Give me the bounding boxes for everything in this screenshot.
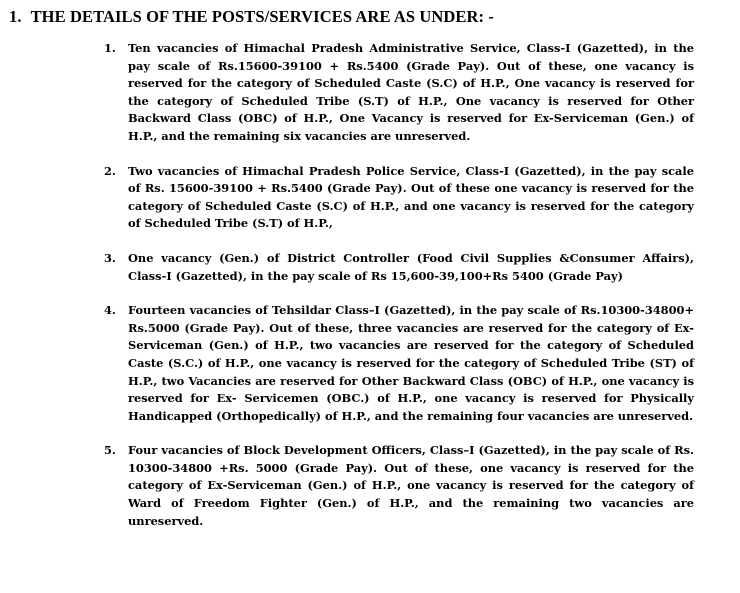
list-item-text: Ten vacancies of Himachal Pradesh Administrative Service, Class-I (Gazetted), in the pay scale of Rs.15600-39100 + Rs.5400 (Grade Pay). Out of these, one vacancy is reserved for the category of Scheduled Caste (S.C) of H.P., One vacancy is reserved for the category of Scheduled Tribe (S.T) of H.P., One vacancy is reserved for Other Backward Class (OBC) of H.P., One Vacancy is reserved for Ex-Serviceman (Gen.) of H.P., and the remaining six vacancies are unreserved.	[128, 41, 694, 143]
list-item-number: 2.	[104, 163, 116, 178]
list-item	[104, 442, 694, 530]
list-item-number: 4.	[104, 303, 116, 318]
list-item-number: 3.	[104, 250, 116, 265]
list-item-number: 1.	[104, 41, 116, 55]
list-item-text: One vacancy (Gen.) of District Controller (Food Civil Supplies &Consumer Affairs), Class-I (Gazetted), in the pay scale of Rs 15,600-39,100+Rs 5400 (Grade Pay)	[128, 250, 694, 283]
list-item-text: Two vacancies of Himachal Pradesh Police Service, Class-I (Gazetted), in the pay scale of Rs. 15600-39100 + Rs.5400 (Grade Pay). Out of these one vacancy is reserved for the category of Scheduled Caste (S.C) of H.P., and one vacancy is reserved for the category of Scheduled Tribe (S.T) of H.P.,	[128, 163, 694, 231]
section-heading	[9, 7, 494, 27]
section-number: 1.	[9, 7, 22, 26]
list-item	[104, 163, 694, 233]
posts-list	[104, 40, 694, 530]
list-item	[104, 250, 694, 285]
list-item	[104, 302, 694, 425]
section-title: THE DETAILS OF THE POSTS/SERVICES ARE AS UNDER: -	[30, 7, 494, 26]
list-item-number: 5.	[104, 443, 116, 458]
list-item-text: Fourteen vacancies of Tehsildar Class–I (Gazetted), in the pay scale of Rs.10300-34800+ Rs.5000 (Grade Pay). Out of these, three vacancies are reserved for the category of Ex-Serviceman (Gen.) of H.P., two vacancies are reserved for the category of Scheduled Caste (S.C.) of H.P., one vacancy is reserved for the category of Scheduled Tribe (ST) of H.P., two Vacancies are reserved for Other Backward Class (OBC) of H.P., one vacancy is reserved for Ex- Servicemen (OBC.) of H.P., one vacancy is reserved for Physically Handicapped (Orthopedically) of H.P., and the remaining four vacancies are unreserved.	[128, 303, 694, 423]
list-item	[104, 40, 694, 146]
list-item-text: Four vacancies of Block Development Officers, Class–I (Gazetted), in the pay scale of Rs. 10300-34800 +Rs. 5000 (Grade Pay). Out of these, one vacancy is reserved for the category of Ex-Serviceman (Gen.) of H.P., one vacancy is reserved for the category of Ward of Freedom Fighter (Gen.) of H.P., and the remaining two vacancies are unreserved.	[128, 443, 694, 528]
